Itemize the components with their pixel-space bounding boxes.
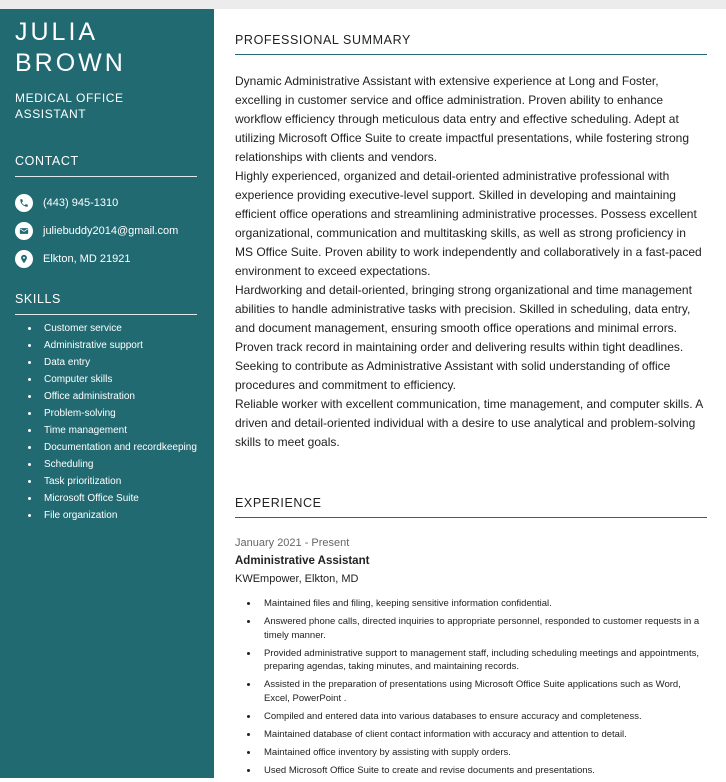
job-title: Administrative Assistant bbox=[235, 555, 370, 567]
job-bullet: Used Microsoft Office Suite to create and revise documents and presentations. bbox=[247, 764, 709, 778]
skill-item: File organization bbox=[28, 509, 198, 523]
skill-item: Problem-solving bbox=[28, 407, 198, 421]
contact-heading: CONTACT bbox=[15, 154, 79, 168]
first-name: JULIA bbox=[15, 18, 99, 46]
job-bullets bbox=[247, 597, 709, 782]
skills-heading: SKILLS bbox=[15, 292, 61, 306]
summary-paragraph: Highly experienced, organized and detail-oriented administrative professional with experience providing executive-level support. Skilled in developing and maintaining efficient office operations and streamlining administrative processes. Possess excellent organizational, communication and multitasking skills, as well as strong proficiency in MS Office Suite. Proven ability to work independently and collaboratively in a fast-paced environment to exceed expectations. bbox=[235, 169, 702, 278]
skill-item: Computer skills bbox=[28, 373, 198, 387]
experience-rule bbox=[235, 517, 707, 518]
skill-item: Administrative support bbox=[28, 339, 198, 353]
job-bullet: Answered phone calls, directed inquiries to appropriate personnel, responded to customer requests in a timely manner. bbox=[247, 615, 709, 642]
contact-email[interactable] bbox=[15, 221, 178, 241]
skill-item: Customer service bbox=[28, 322, 198, 336]
summary-rule bbox=[235, 54, 707, 55]
phone-icon bbox=[15, 194, 33, 212]
job-bullet: Maintained database of client contact information with accuracy and attention to detail. bbox=[247, 728, 709, 742]
job-bullet: Assisted in the preparation of presentations using Microsoft Office Suite applications such as Word, Excel, PowerPoint . bbox=[247, 678, 709, 705]
job-title-heading bbox=[15, 90, 124, 122]
skills-list bbox=[28, 322, 198, 526]
skill-item: Time management bbox=[28, 424, 198, 438]
summary-paragraph: Dynamic Administrative Assistant with extensive experience at Long and Foster, excelling in customer service and office administration. Proven ability to enhance workflow efficiency through meticulous data entry and effective scheduling. Adept at utilizing Microsoft Office Suite to create impactful presentations, while fostering strong relationships with clients and vendors. bbox=[235, 74, 689, 164]
title-line-1: MEDICAL OFFICE bbox=[15, 91, 124, 105]
last-name: BROWN bbox=[15, 49, 126, 77]
skill-item: Microsoft Office Suite bbox=[28, 492, 198, 506]
summary-paragraph: Reliable worker with excellent communication, time management, and computer skills. A driven and detail-oriented individual with a desire to use analytical and problem-solving skills to meet goals. bbox=[235, 397, 703, 449]
job-bullet: Provided administrative support to management staff, including scheduling meetings and appointments, preparing agendas, taking minutes, and maintaining records. bbox=[247, 647, 709, 674]
location-text: Elkton, MD 21921 bbox=[43, 253, 131, 265]
top-strip bbox=[0, 0, 726, 9]
job-date: January 2021 - Present bbox=[235, 537, 350, 549]
summary-heading: PROFESSIONAL SUMMARY bbox=[235, 33, 411, 47]
email-text: juliebuddy2014@gmail.com bbox=[43, 225, 179, 237]
contact-rule bbox=[15, 176, 197, 177]
contact-location bbox=[15, 249, 130, 269]
candidate-name bbox=[15, 17, 126, 79]
job-company: KWEmpower, Elkton, MD bbox=[235, 573, 359, 585]
email-icon bbox=[15, 222, 33, 240]
skill-item: Documentation and recordkeeping bbox=[28, 441, 198, 455]
skill-item: Task prioritization bbox=[28, 475, 198, 489]
skill-item: Scheduling bbox=[28, 458, 198, 472]
job-bullet: Maintained office inventory by assisting with supply orders. bbox=[247, 746, 709, 760]
experience-heading: EXPERIENCE bbox=[235, 496, 322, 510]
contact-phone[interactable] bbox=[15, 193, 118, 213]
location-icon bbox=[15, 250, 33, 268]
skills-rule bbox=[15, 314, 197, 315]
skill-item: Data entry bbox=[28, 356, 198, 370]
job-bullet: Compiled and entered data into various databases to ensure accuracy and completeness. bbox=[247, 710, 709, 724]
summary-paragraph: Hardworking and detail-oriented, bringing strong organizational and time management abilities to handle administrative tasks with precision. Skilled in scheduling, data entry, and document management, ensuring smooth office operations and minimal errors. Proven track record in maintaining order and delivering results within tight deadlines. Seeking to contribute as Administrative Assistant with solid understanding of office procedures and commitment to efficiency. bbox=[235, 283, 692, 392]
job-bullet: Maintained files and filing, keeping sensitive information confidential. bbox=[247, 597, 709, 611]
skill-item: Office administration bbox=[28, 390, 198, 404]
summary-text bbox=[235, 72, 707, 452]
title-line-2: ASSISTANT bbox=[15, 107, 87, 121]
phone-text: (443) 945-1310 bbox=[43, 197, 119, 209]
